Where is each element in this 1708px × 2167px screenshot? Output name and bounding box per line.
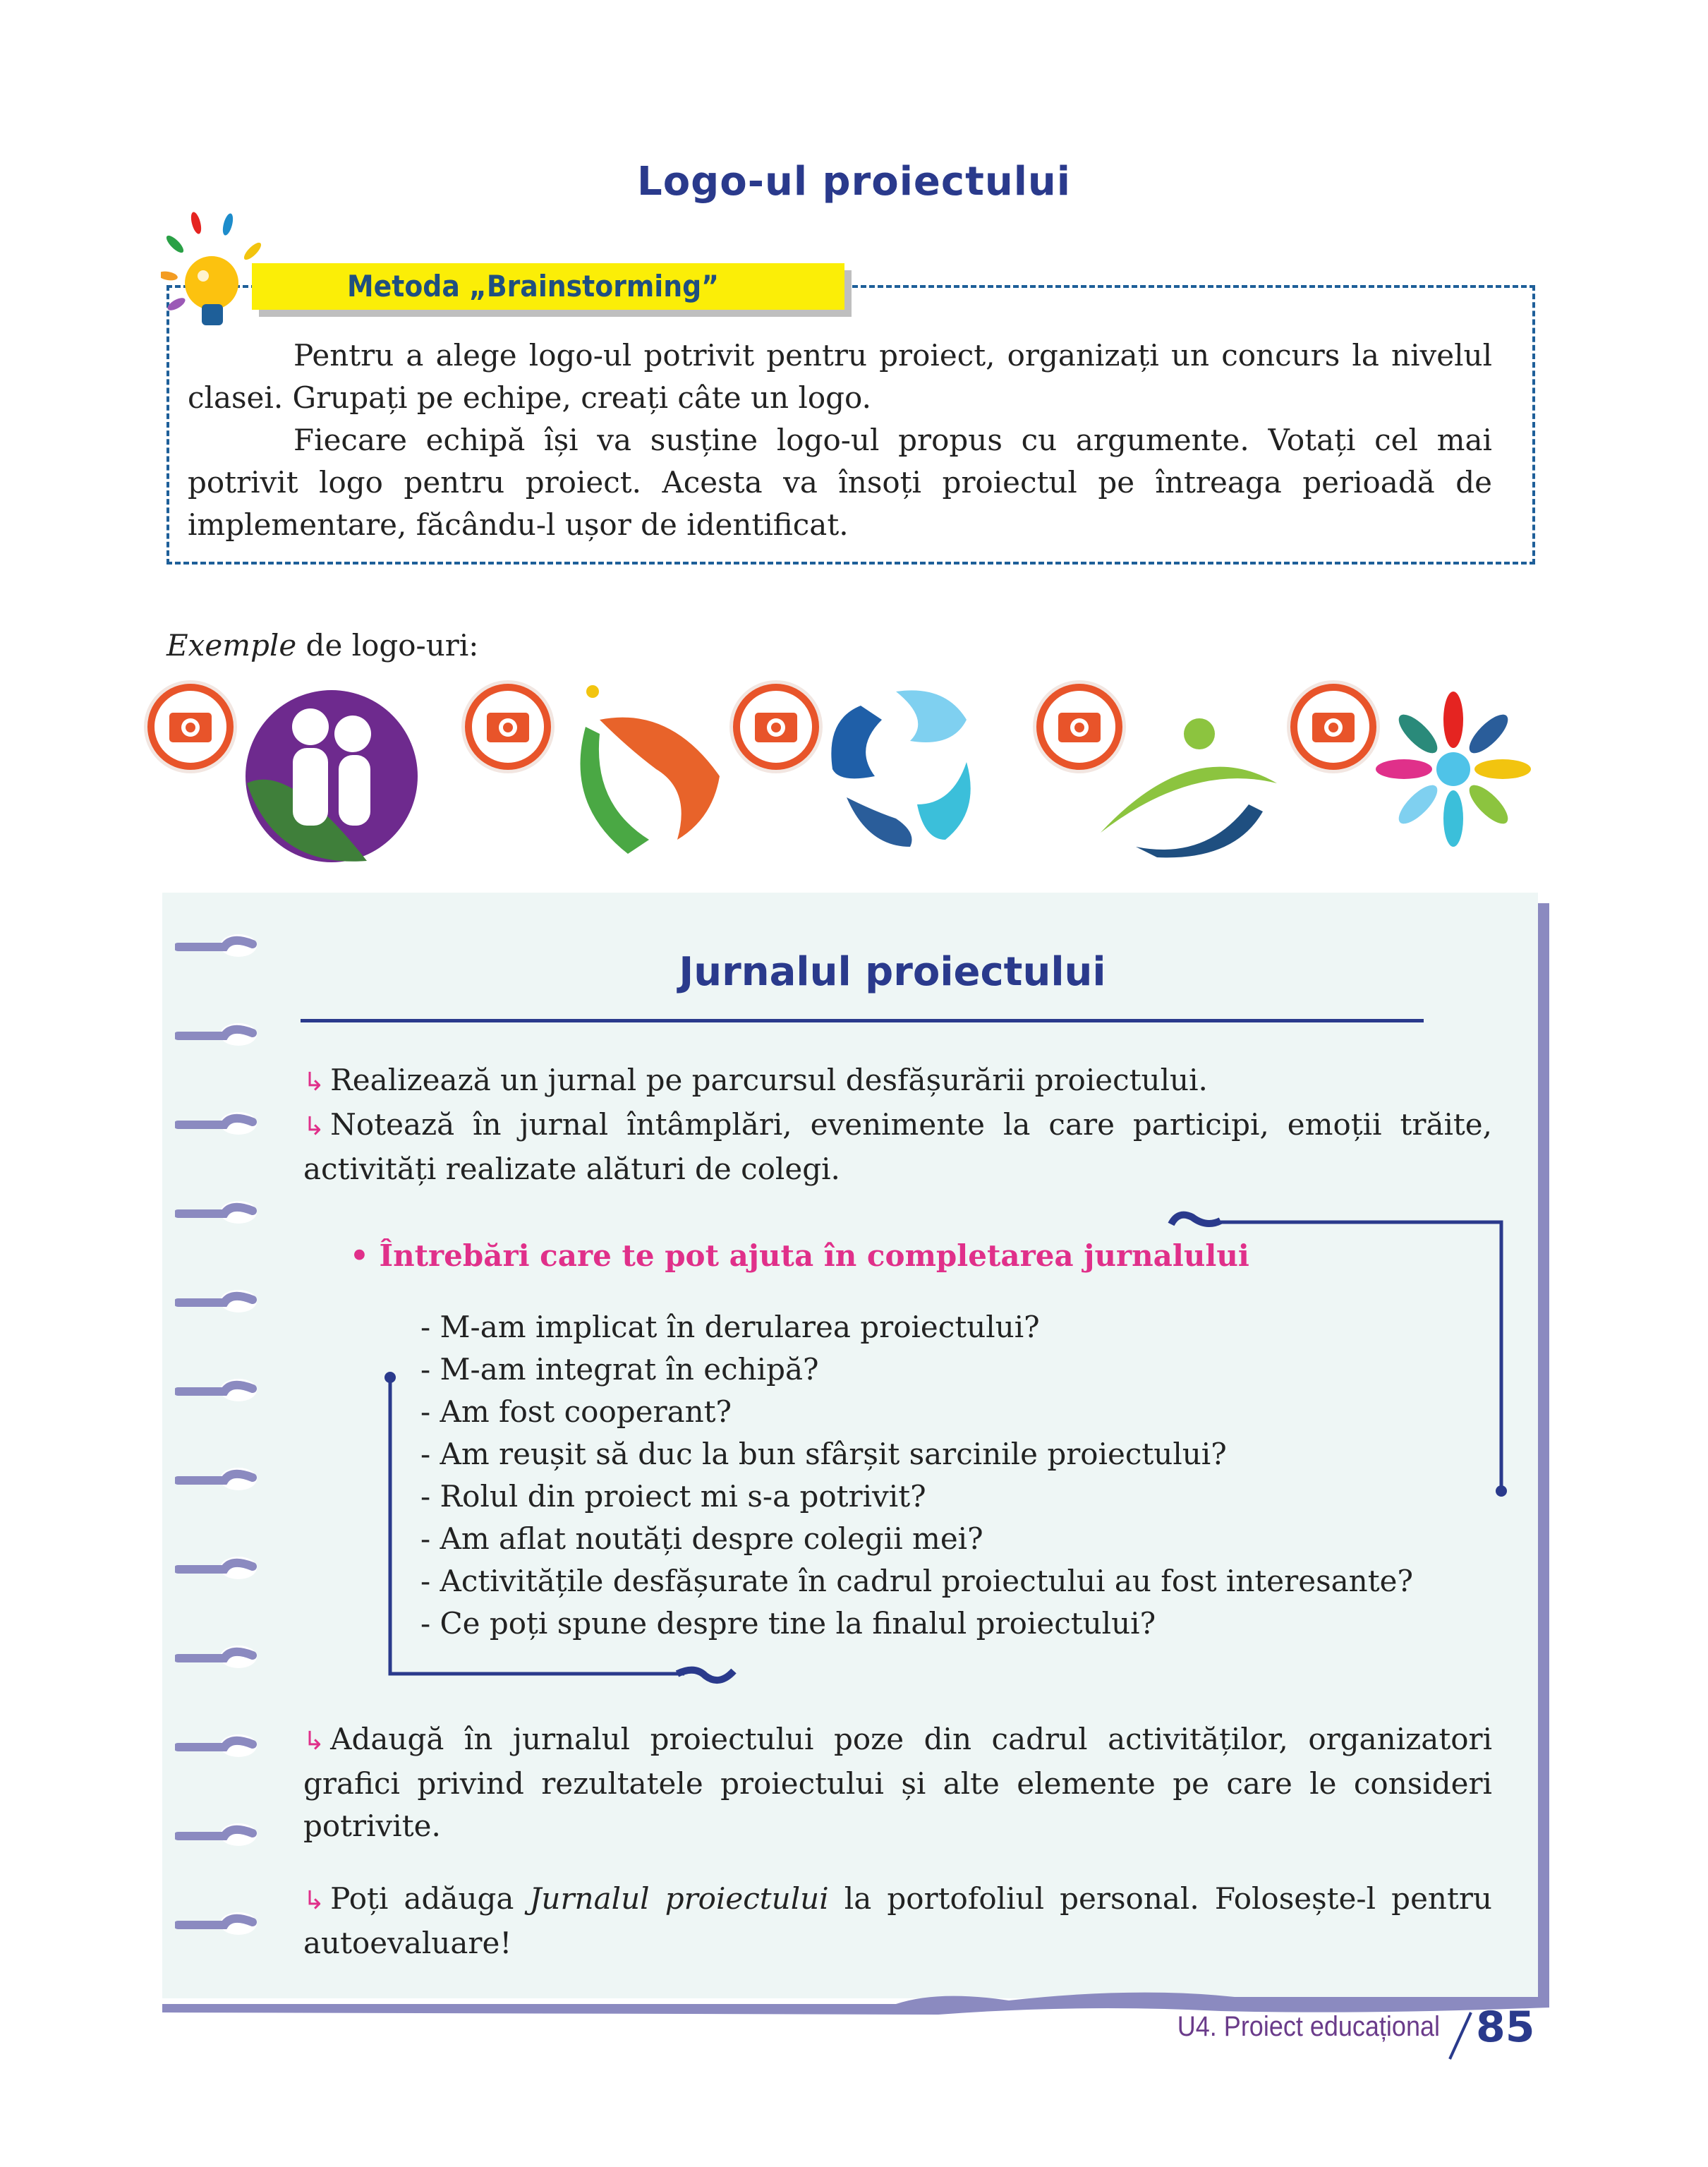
bullet-text: Adaugă în jurnalul proiectului poze din cadrul activităților, organizatori grafici privind rezultatele proiectului și alte elemente pe care le consideri potrivite. [303,1722,1492,1843]
question-item: - Am fost cooperant? [420,1394,732,1429]
arrow-icon: ↳ [303,1068,325,1097]
footer-divider [1446,2011,1474,2060]
bullet-text: Poți adăuga [330,1881,530,1916]
camera-icon [729,680,823,773]
camera-icon [144,680,237,773]
spiral-ring [175,1019,257,1047]
gear-people-logo [581,685,720,854]
journal-portfolio-note [303,1878,1492,1964]
family-logo [246,690,418,862]
logo-examples [134,677,1552,868]
method-banner-label: Metoda „Brainstorming” [347,269,720,303]
question-item: - M-am implicat în derularea proiectului? [420,1310,1040,1344]
examples-label [166,628,478,663]
question-item: - Rolul din proiect mi s-a potrivit? [420,1479,926,1514]
camera-icon [1033,680,1126,773]
spiral-ring [175,1463,257,1492]
examples-label-italic: Exemple [166,628,297,663]
spiral-ring [175,1197,257,1225]
question-item: - Ce poți spune despre tine la finalul proiectului? [420,1606,1156,1641]
journal-title: Jurnalul proiectului [679,949,1106,995]
bullet-text: Notează în jurnal întâmplări, evenimente la care participi, emoții trăite, activități realizate alături de colegi. [303,1107,1492,1186]
spiral-ring [175,1375,257,1403]
arrow-icon: ↳ [303,1886,325,1915]
hand-person-logo [1101,718,1277,857]
bullet-italic: Jurnalul proiectului [529,1881,829,1916]
question-item: - Am aflat noutăți despre colegii mei? [420,1521,983,1556]
bullet-text: la portofoliul personal. Folosește-l pentru autoevaluare! [303,1881,1492,1960]
panel-frame [1537,903,1549,2003]
spiral-ring [175,1730,257,1758]
examples-label-rest: de logo-uri: [296,628,479,663]
method-paragraph: Fiecare echipă își va susține logo-ul propus cu argumente. Votați cel mai potrivit logo pentru proiect. Acesta va însoți proiectul pe întreaga perioadă de implementare, făcându-l ușor de identificat. [188,423,1492,542]
spiral-ring [175,1286,257,1314]
method-banner [252,263,844,310]
spiral-ring [175,1908,257,1936]
footer-section: U4. Proiect educațional [1177,2011,1440,2042]
method-paragraph: Pentru a alege logo-ul potrivit pentru proiect, organizați un concurs la nivelul clasei. Grupați pe echipe, creați câte un logo. [188,338,1492,415]
arrow-icon: ↳ [303,1727,325,1756]
question-item: - Activitățile desfășurate în cadrul proiectului au fost interesante? [420,1564,1413,1598]
spiral-ring [175,1641,257,1670]
swirl-logo [831,690,970,847]
title-underline [301,1019,1424,1022]
spiral-ring [175,1108,257,1136]
question-item: - M-am integrat în echipă? [420,1352,819,1387]
questions-list [420,1306,1413,1645]
page-title: Logo-ul proiectului [637,159,1071,205]
journal-intro [303,1059,1492,1190]
camera-icon [461,680,555,773]
journal-photos-note [303,1718,1492,1847]
bullet-text: Realizează un jurnal pe parcursul desfășurării proiectului. [330,1063,1208,1097]
questions-heading: • Întrebări care te pot ajuta în completarea jurnalului [350,1238,1249,1273]
page-number: 85 [1476,2003,1535,2052]
flower-logo [1376,692,1531,847]
spiral-ring [175,1819,257,1847]
camera-icon [1287,680,1380,773]
spiral-ring [175,1552,257,1581]
arrow-icon: ↳ [303,1112,325,1141]
method-text [188,334,1492,546]
lightbulb-icon [161,209,281,336]
question-item: - Am reușit să duc la bun sfârșit sarcinile proiectului? [420,1437,1227,1471]
